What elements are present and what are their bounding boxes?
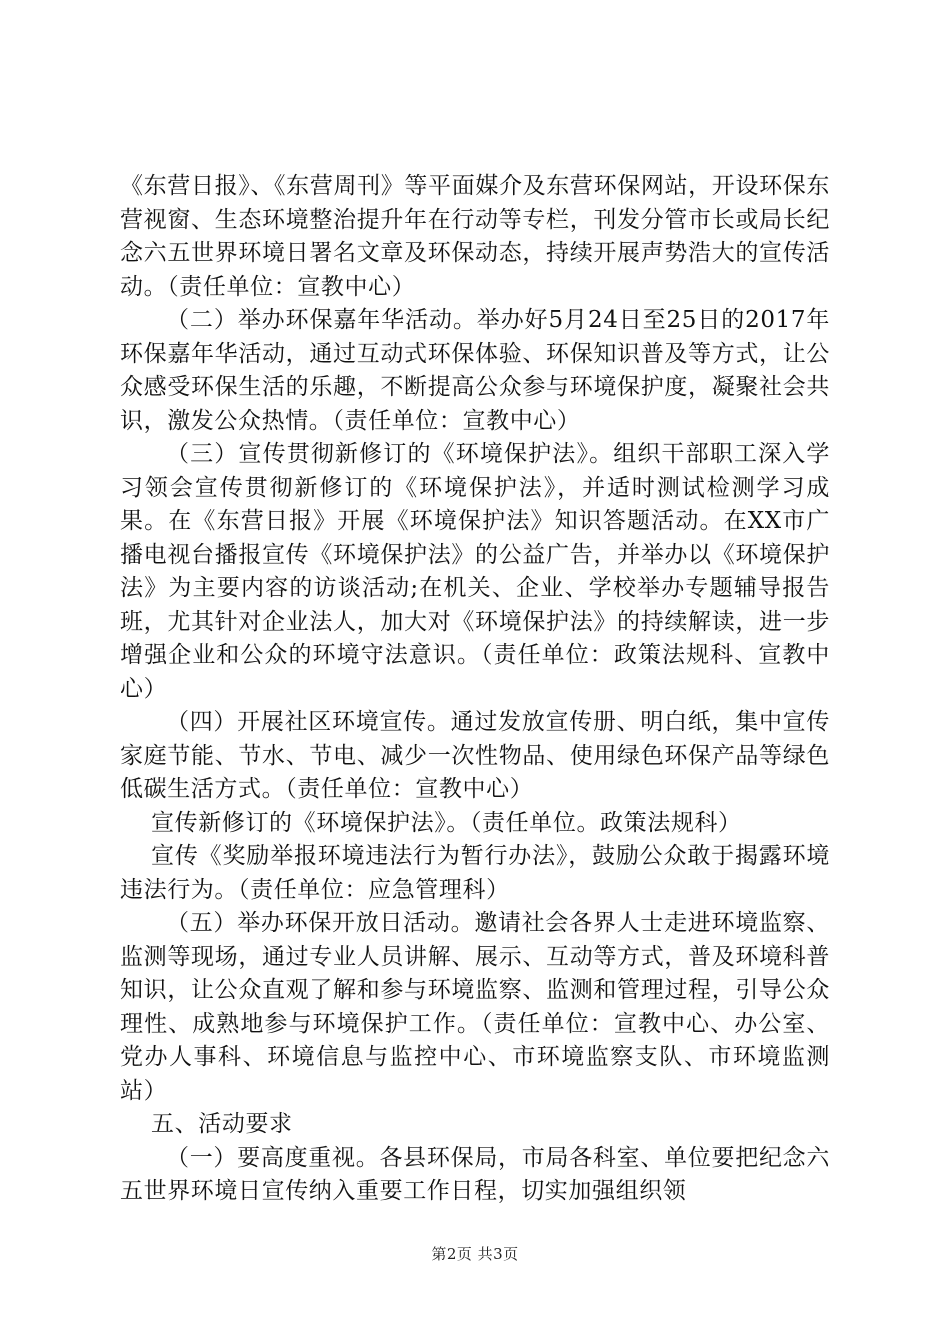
paragraph-attention: （一）要高度重视。各县环保局，市局各科室、单位要把纪念六五世界环境日宣传纳入重要工作日程，切实加强组织领 [120, 1144, 830, 1204]
section-heading-requirements: 五、活动要求 [151, 1111, 293, 1137]
paragraph-open-day: （五）举办环保开放日活动。邀请社会各界人士走进环境监察、监测等现场，通过专业人员讲解、展示、互动等方式，普及环境科普知识，让公众直观了解和参与环境监察、监测和管理过程，引导公众理性、成熟地参与环境保护工作。（责任单位：宣教中心、办公室、党办人事科、环境信息与监控中心、市环境监察支队、市环境监测站） [120, 910, 830, 1104]
page-footer: 第2页 共3页 [431, 1245, 519, 1263]
paragraph-carnival: （二）举办环保嘉年华活动。举办好5月24日至25日的2017年环保嘉年华活动，通过互动式环保体验、环保知识普及等方式，让公众感受环保生活的乐趣，不断提高公众参与环境保护度，凝聚社会共识，激发公众热情。（责任单位：宣教中心） [120, 307, 830, 434]
paragraph-environmental-law: （三）宣传贯彻新修订的《环境保护法》。组织干部职工深入学习领会宣传贯彻新修订的《环境保护法》，并适时测试检测学习成果。在《东营日报》开展《环境保护法》知识答题活动。在XX市广播电视台播报宣传《环境保护法》的公益广告，并举办以《环境保护法》为主要内容的访谈活动;在机关、企业、学校举办专题辅导报告班，尤其针对企业法人，加大对《环境保护法》的持续解读，进一步增强企业和公众的环境守法意识。（责任单位：政策法规科、宣教中心） [120, 441, 830, 702]
paragraph-community: （四）开展社区环境宣传。通过发放宣传册、明白纸，集中宣传家庭节能、节水、节电、减少一次性物品、使用绿色环保产品等绿色低碳生活方式。（责任单位：宣教中心） [120, 709, 830, 802]
document-body [120, 170, 830, 1209]
paragraph-reporting-rewards: 宣传《奖励举报环境违法行为暂行办法》，鼓励公众敢于揭露环境违法行为。（责任单位：应急管理科） [120, 843, 830, 903]
paragraph-intro: 《东营日报》、《东营周刊》等平面媒介及东营环保网站，开设环保东营视窗、生态环境整治提升年在行动等专栏，刊发分管市长或局长纪念六五世界环境日署名文章及环保动态，持续开展声势浩大的宣传活动。（责任单位：宣教中心） [120, 173, 830, 300]
paragraph-law-publicity: 宣传新修订的《环境保护法》。（责任单位。政策法规科） [151, 809, 742, 836]
